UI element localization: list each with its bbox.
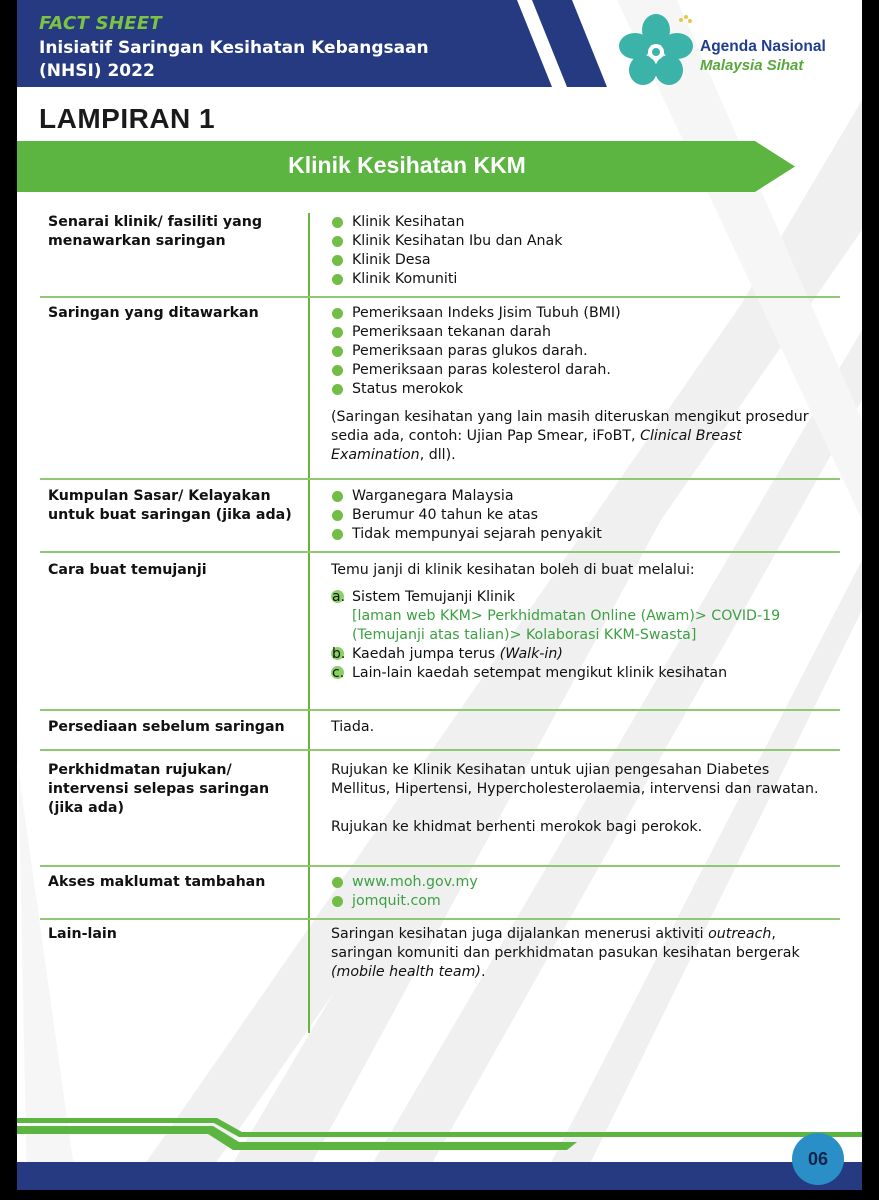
marker-letter: b. — [332, 646, 346, 662]
appointment-link[interactable]: [laman web KKM> Perkhidmatan Online (Awam)> COVID-19 (Temujanji atas talian)> Kolaborasi KKM-Swasta] — [352, 608, 781, 643]
note-text: (Saringan kesihatan yang lain masih diteruskan mengikut prosedur sedia ada, contoh: Ujian Pap Smear, iFoBT, — [331, 409, 809, 444]
temujanji-intro: Temu janji di klinik kesihatan boleh di buat melalui: — [331, 562, 695, 578]
bullet-item: Klinik Komuniti — [331, 270, 831, 289]
row-label-saringan: Saringan yang ditawarkan — [48, 305, 259, 321]
hibiscus-logo-icon — [615, 12, 697, 90]
rujukan-para2: Rujukan ke khidmat berhenti merokok bagi perokok. — [331, 819, 703, 835]
row-value-persediaan: Tiada. — [331, 719, 375, 735]
fact-sheet-page — [17, 0, 862, 1190]
bullet-item: Berumur 40 tahun ke atas — [331, 506, 831, 525]
row-divider — [40, 296, 840, 298]
row-value-fasiliti — [331, 213, 831, 289]
option-a-text: Sistem Temujanji Klinik — [352, 589, 516, 605]
header-title-line1: Inisiatif Saringan Kesihatan Kebangsaan — [39, 38, 429, 58]
note-text-end: , dll). — [419, 447, 456, 463]
bullet-item: Klinik Kesihatan — [331, 213, 831, 232]
row-divider — [40, 551, 840, 553]
lain-text-part: , saringan komuniti dan perkhidmatan pasukan kesihatan bergerak — [331, 926, 800, 961]
marker-letter: a. — [332, 589, 346, 605]
option-c-text: Lain-lain kaedah setempat mengikut klinik kesihatan — [352, 665, 728, 681]
row-divider — [40, 918, 840, 920]
bullet-item: Klinik Kesihatan Ibu dan Anak — [331, 232, 831, 251]
bullet-item: Pemeriksaan paras kolesterol darah. — [331, 361, 831, 380]
lain-italic-part: (mobile health team) — [331, 964, 481, 980]
bullet-item: Status merokok — [331, 380, 831, 399]
row-value-lain — [331, 925, 831, 982]
logo-malaysia-sihat: Malaysia Sihat — [700, 57, 804, 74]
row-label-fasiliti: Senarai klinik/ fasiliti yang menawarkan saringan — [48, 214, 263, 249]
lain-italic-part: outreach — [708, 926, 772, 942]
jomquit-link[interactable]: jomquit.com — [331, 892, 831, 911]
option-b — [331, 645, 831, 664]
option-b-italic: (Walk-in) — [499, 646, 563, 662]
row-value-akses — [331, 873, 831, 911]
lampiran-title: LAMPIRAN 1 — [39, 103, 216, 134]
row-label-persediaan: Persediaan sebelum saringan — [48, 719, 285, 735]
bullet-item: Warganegara Malaysia — [331, 487, 831, 506]
option-a — [331, 588, 831, 645]
bullet-item: Pemeriksaan paras glukos darah. — [331, 342, 831, 361]
fact-sheet-label: FACT SHEET — [39, 13, 163, 34]
row-value-temujanji — [331, 561, 831, 683]
row-label-akses: Akses maklumat tambahan — [48, 874, 266, 890]
row-divider — [40, 478, 840, 480]
footer-stripes — [17, 1110, 862, 1190]
bullet-item: Pemeriksaan tekanan darah — [331, 323, 831, 342]
row-label-rujukan: Perkhidmatan rujukan/ intervensi selepas saringan (jika ada) — [48, 762, 270, 816]
option-b-text: Kaedah jumpa terus — [352, 646, 500, 662]
page-number: 06 — [792, 1133, 844, 1185]
bullet-item: Tidak mempunyai sejarah penyakit — [331, 525, 831, 544]
banner-title: Klinik Kesihatan KKM — [288, 152, 526, 178]
row-label-lain: Lain-lain — [48, 926, 117, 942]
row-label-temujanji: Cara buat temujanji — [48, 562, 207, 578]
lain-text — [331, 925, 831, 982]
rujukan-para1: Rujukan ke Klinik Kesihatan untuk ujian pengesahan Diabetes Mellitus, Hipertensi, Hypercholesterolaemia, intervensi dan rawatan. — [331, 762, 819, 797]
moh-link[interactable]: www.moh.gov.my — [331, 873, 831, 892]
lain-text-end: . — [480, 964, 486, 980]
logo-agenda-nasional: Agenda Nasional — [700, 38, 826, 55]
row-divider — [40, 865, 840, 867]
marker-letter: c. — [332, 665, 345, 681]
bullet-item: Klinik Desa — [331, 251, 831, 270]
note-italic-text: Clinical Breast Examination — [331, 428, 742, 463]
column-divider — [308, 213, 310, 1033]
option-c — [331, 664, 831, 683]
row-value-sasar — [331, 487, 831, 544]
saringan-note — [331, 408, 831, 465]
row-value-rujukan — [331, 761, 831, 837]
bullet-item: Pemeriksaan Indeks Jisim Tubuh (BMI) — [331, 304, 831, 323]
row-divider — [40, 749, 840, 751]
row-label-sasar: Kumpulan Sasar/ Kelayakan untuk buat saringan (jika ada) — [48, 488, 292, 523]
lain-text-part: Saringan kesihatan juga dijalankan menerusi aktiviti — [331, 926, 709, 942]
header-title-line2: (NHSI) 2022 — [39, 61, 155, 81]
row-value-saringan — [331, 304, 831, 465]
row-divider — [40, 709, 840, 711]
